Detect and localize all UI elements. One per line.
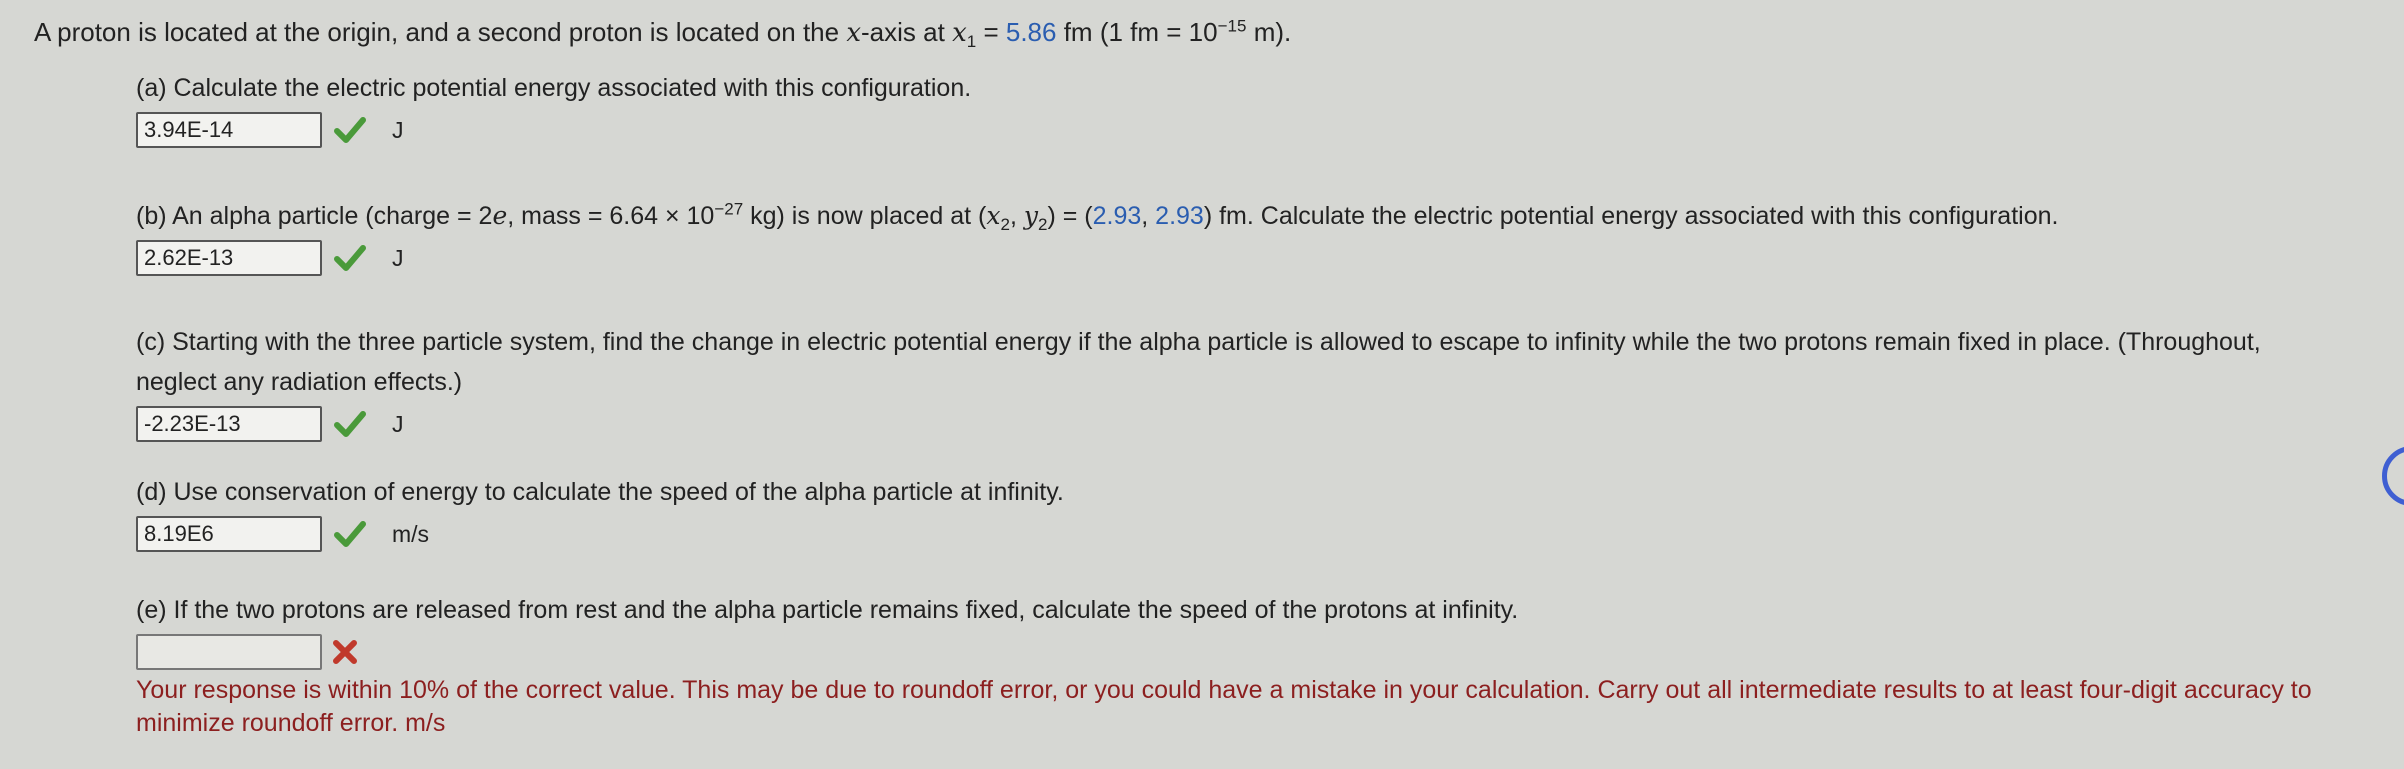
part-c-unit: J <box>392 410 404 437</box>
checkmark-icon <box>334 519 366 549</box>
part-a-unit: J <box>392 116 404 143</box>
part-a <box>136 68 971 152</box>
problem-intro <box>34 10 1291 55</box>
part-b-answer-input[interactable] <box>136 240 322 276</box>
conversion-close: m). <box>1253 17 1292 47</box>
x1-subscript: 1 <box>966 32 977 52</box>
part-e-question: (e) If the two protons are released from rest and the alpha particle remains fixed, calculate the speed of the protons at infinity. <box>136 596 1519 624</box>
part-b-text-6: ) fm. Calculate the electric potential energy associated with this configuration. <box>1203 202 2059 230</box>
part-c-answer-row <box>136 402 2336 446</box>
y2-subscript: 2 <box>1037 215 1048 234</box>
part-b-text-2: , mass = 6.64 × 10 <box>507 202 715 230</box>
part-a-answer-input[interactable] <box>136 112 322 148</box>
charge-e-symbol: e <box>492 201 508 230</box>
checkmark-icon <box>334 243 366 273</box>
part-b-text-4: ) = ( <box>1047 202 1093 230</box>
x-axis-symbol: x <box>846 18 862 48</box>
part-b-comma: , <box>1009 202 1024 230</box>
x2-subscript: 2 <box>1000 215 1010 234</box>
part-d-answer-input[interactable] <box>136 516 322 552</box>
part-b-answer-row <box>136 236 2058 280</box>
intro-unit-fm: fm <box>1063 17 1093 47</box>
part-e-feedback: Your response is within 10% of the correct value. This may be due to roundoff error, or you could have a mistake in your calculation. Carry out all intermediate results to at least four-digit accuracy to minimize roundoff error. m/s <box>136 676 2312 737</box>
part-e-answer-input[interactable] <box>136 634 322 670</box>
part-a-question: (a) Calculate the electric potential energy associated with this configuration. <box>136 74 972 102</box>
part-c-question: (c) Starting with the three particle system, find the change in electric potential energy if the alpha particle is allowed to escape to infinity while the two protons remain fixed in place. (Throughout, neglect any radiation effects.) <box>136 328 2261 396</box>
intro-text-1: A proton is located at the origin, and a second proton is located on the <box>34 17 840 47</box>
y2-symbol: y <box>1023 201 1038 230</box>
part-b-text-1: (b) An alpha particle (charge = 2 <box>136 202 493 230</box>
part-d <box>136 472 1064 556</box>
part-b-text-3: kg) is now placed at ( <box>743 202 987 230</box>
part-d-question: (d) Use conservation of energy to calculate the speed of the alpha particle at infinity. <box>136 478 1064 506</box>
checkmark-icon <box>334 409 366 439</box>
part-c-answer-input[interactable] <box>136 406 322 442</box>
mass-exponent: −27 <box>714 199 744 219</box>
checkmark-icon <box>334 115 366 145</box>
part-b-text-5: , <box>1141 202 1156 230</box>
y2-value: 2.93 <box>1155 202 1204 230</box>
part-b <box>136 196 2058 280</box>
part-d-answer-row <box>136 512 1064 556</box>
conversion-exponent: −15 <box>1217 16 1247 36</box>
part-b-question <box>136 196 2058 236</box>
x-icon <box>330 637 360 667</box>
conversion-open: (1 fm = 10 <box>1099 17 1218 47</box>
part-e-answer-row <box>136 630 2396 674</box>
x2-value: 2.93 <box>1092 202 1142 230</box>
x2-symbol: x <box>986 201 1001 230</box>
timer-icon[interactable] <box>2382 446 2404 506</box>
x1-symbol: x <box>952 18 967 48</box>
intro-equals: = <box>983 17 999 47</box>
part-d-unit: m/s <box>392 520 430 547</box>
x1-value: 5.86 <box>1005 17 1057 47</box>
part-b-unit: J <box>392 244 404 271</box>
part-c <box>136 322 2336 446</box>
part-e <box>136 590 2396 740</box>
intro-text-2: -axis at <box>861 17 945 47</box>
part-a-answer-row <box>136 108 971 152</box>
